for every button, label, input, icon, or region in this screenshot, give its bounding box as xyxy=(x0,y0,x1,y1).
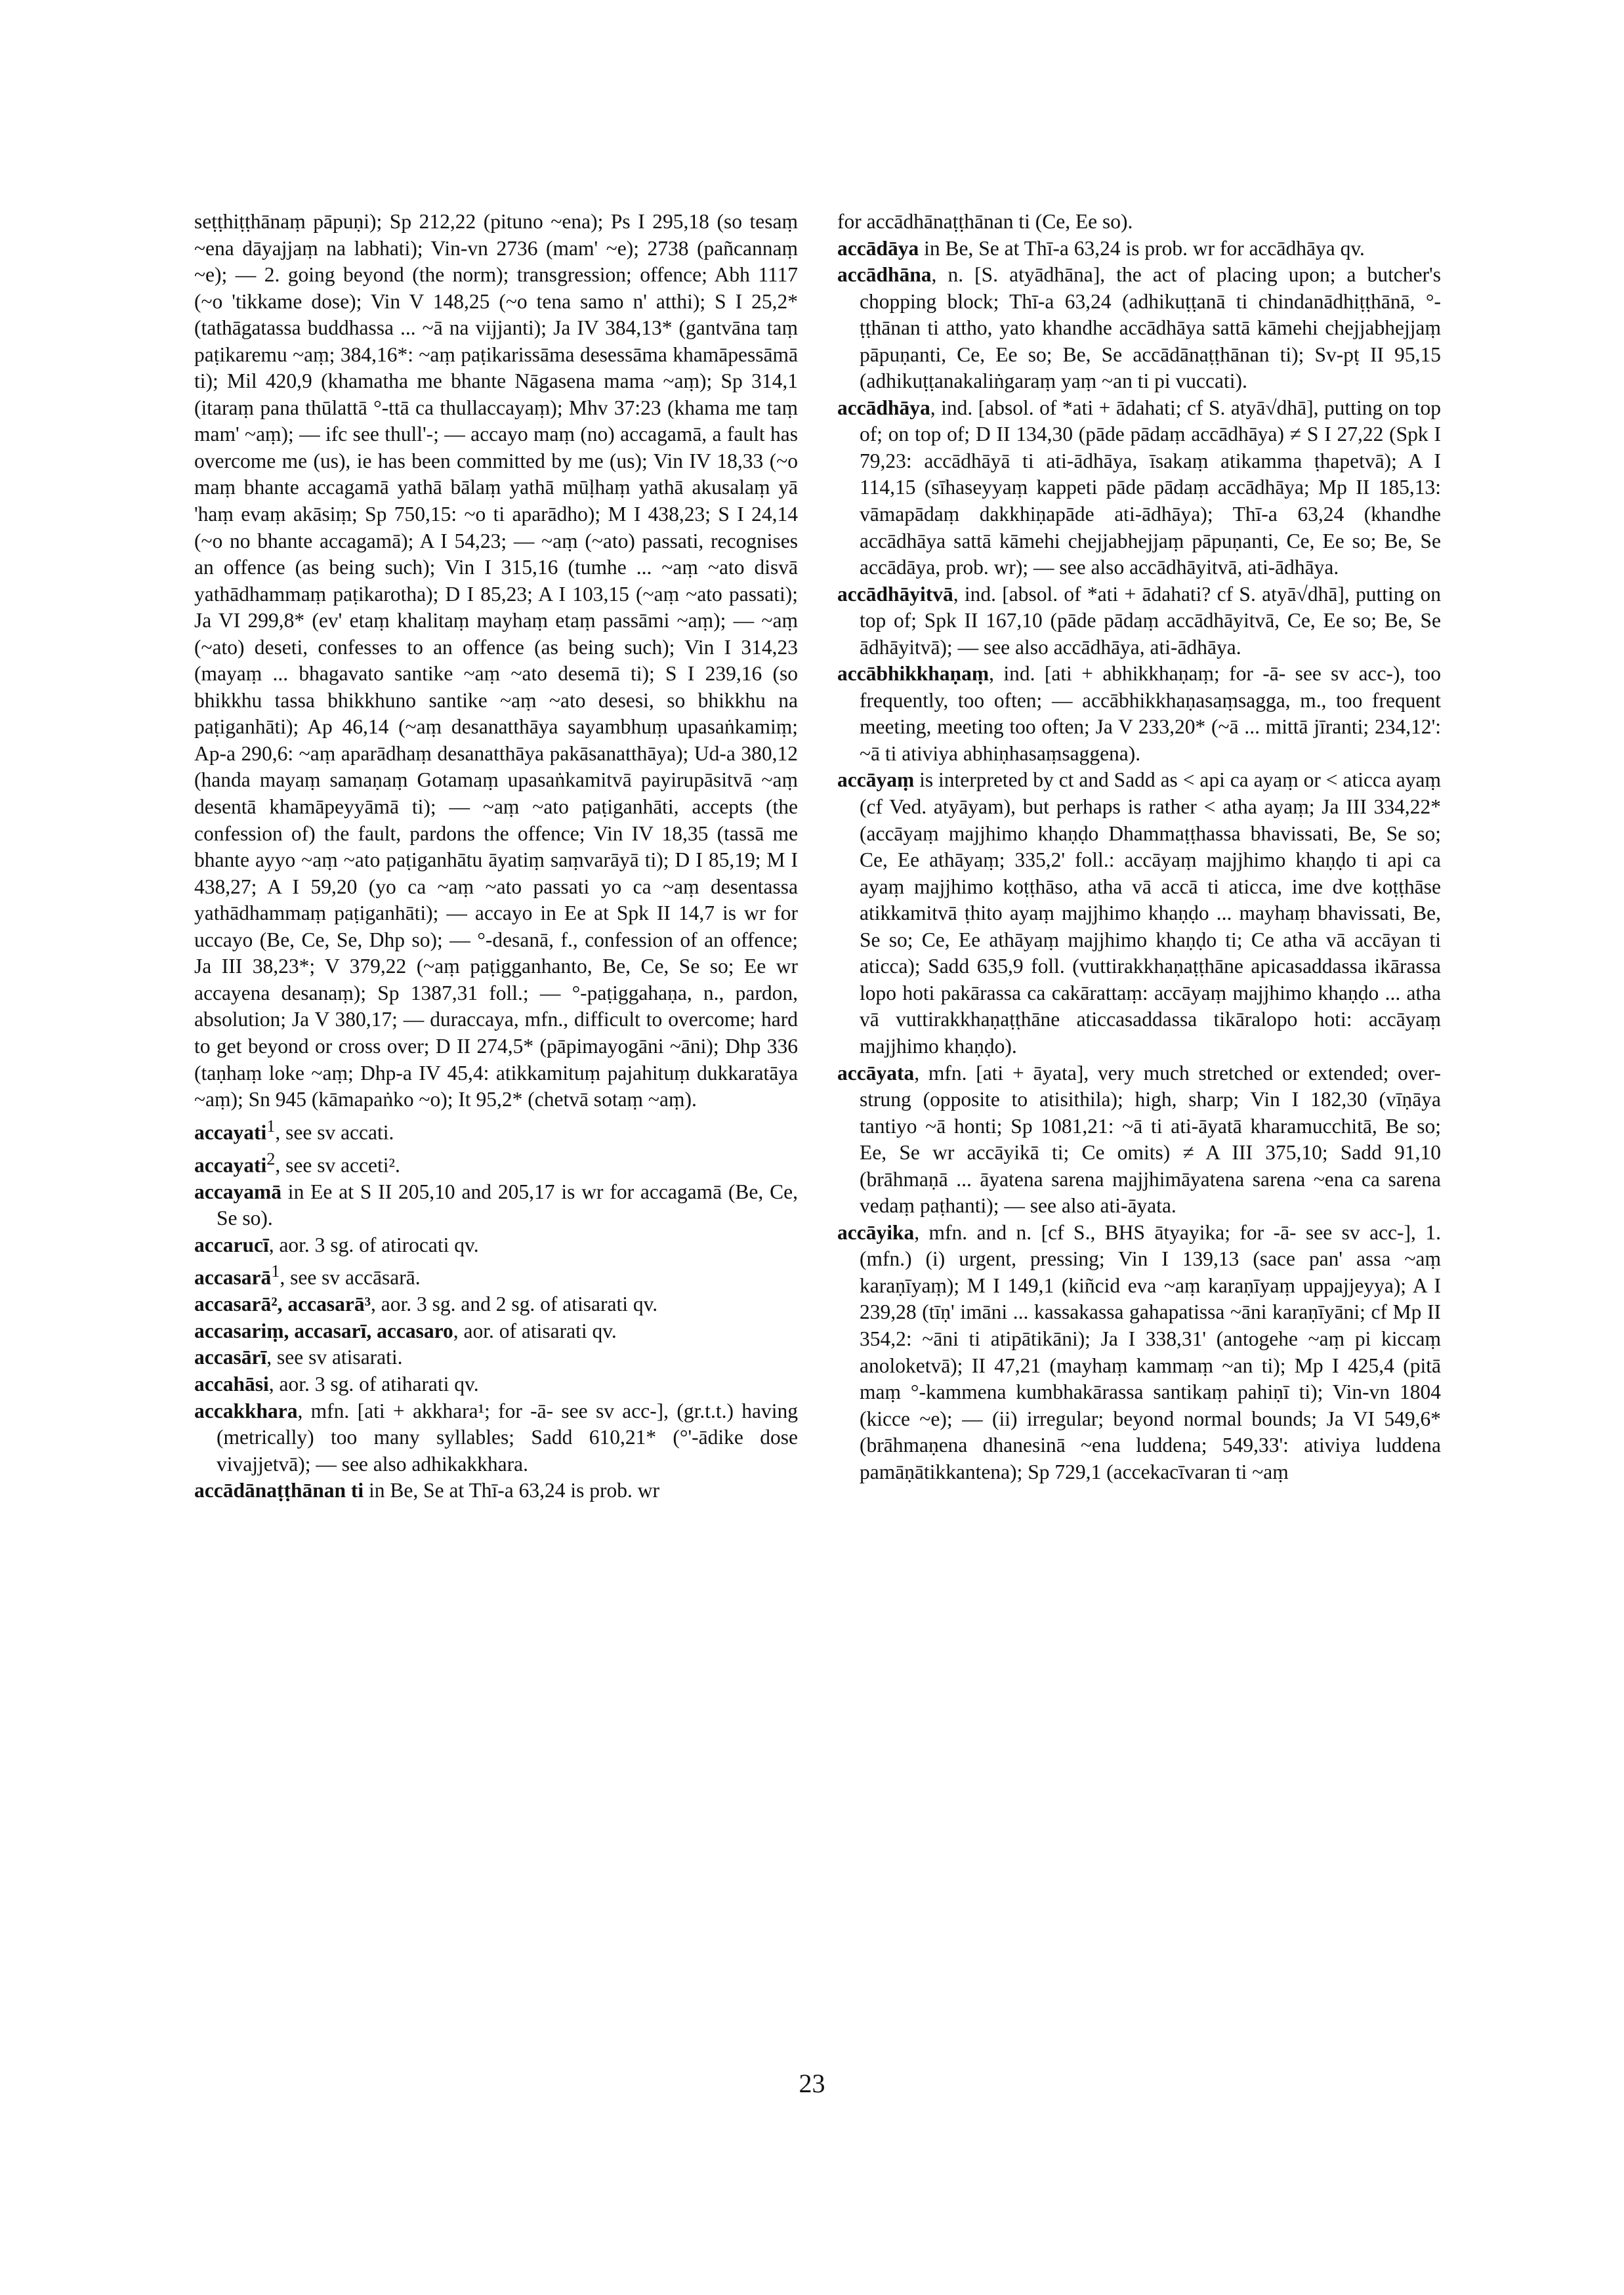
dictionary-entry xyxy=(194,1318,798,1345)
entry-headword: accasārī xyxy=(194,1346,267,1369)
entry-body: , see sv accati. xyxy=(275,1121,394,1144)
entry-headword: accarucī xyxy=(194,1233,269,1256)
entry-headword: accasarā xyxy=(194,1266,272,1289)
entry-headword: accādhāyitvā xyxy=(837,582,953,606)
entry-body: , mfn. and n. [cf S., BHS ātyayika; for -ā- see sv acc-], 1. (mfn.) (i) urgent, pressing; Vin I 139,13 (sace pan' assa ~aṃ karaṇīyaṃ); M I 149,1 (kiñcid eva ~aṃ karaṇīyaṃ uppajjeyya); A I 239,28 (tīṇ' imāni ... kassakassa gahapatissa ~āni karaṇīyāni; cf Mp II 354,2: ~āni ti atipātikāni); Ja I 338,31' (antogehe ~aṃ pi kiccaṃ anoloketvā); II 47,21 (mayhaṃ kammaṃ ~an ti); Mp I 425,4 (pitā maṃ °-kammena kumbhakārassa santikaṃ pahiṇī ti); Vin-vn 1804 (kicce ~e); — (ii) irregular; beyond normal bounds; Ja VI 549,6* (brāhmaṇena dhanesinā ~ena luddena; 549,33': ativiya luddena pamāṇātikkantena); Sp 729,1 (accekacīvaran ti ~aṃ xyxy=(860,1220,1441,1483)
dictionary-entry xyxy=(837,767,1441,1060)
headword-superscript: 1 xyxy=(271,1262,280,1281)
entry-body: in Be, Se at Thī-a 63,24 is prob. wr for accādhāya qv. xyxy=(919,236,1365,260)
dictionary-entry xyxy=(837,1060,1441,1220)
entry-body: , ind. [absol. of *ati + ādahati; cf S. atyā√dhā], putting on top of; on top of; D II 134,30 (pāde pādaṃ accādhāya) ≠ S I 27,22 (Spk I 79,23: accādhāyā ti ati-ādhāya, īsakaṃ atikamma ṭhapetvā); A I 114,15 (sīhaseyyaṃ kappeti pāde pādaṃ accādhāya; Mp II 185,13: vāmapādaṃ dakkhiṇapāde ati-ādhāya); Thī-a 63,24 (khandhe accādhāya sattā kāmehi chejjabhejjaṃ pāpuṇanti, Ce, Ee so; Be, Se accādāya, prob. wr); — see also accādhāyitvā, ati-ādhāya. xyxy=(860,396,1441,579)
entry-headword: accādāya xyxy=(837,236,919,260)
entry-headword: accasarā², accasarā³ xyxy=(194,1292,371,1316)
entry-body: , see sv accāsarā. xyxy=(280,1266,421,1289)
entry-headword: accādānaṭṭhānan ti xyxy=(194,1479,364,1502)
dictionary-entry xyxy=(194,1258,798,1291)
entry-body: is interpreted by ct and Sadd as < api ca ayaṃ or < aticca ayaṃ (cf Ved. atyāyam), but perhaps is rather < atha ayaṃ; Ja III 334,22* (accāyaṃ majjhimo khaṇḍo Dhammaṭṭhassa bhavissati, Be, Se so; Ce, Ee athāyaṃ; 335,2' foll.: accāyaṃ majjhimo khaṇḍo ti api ca ayaṃ majjhimo koṭṭhāso, atha vā accā ti aticca, ime dve koṭṭhāse atikkamitvā ṭhito ayaṃ majjhimo khaṇḍo ... mayhaṃ bhavissati, Be, Se so; Ce, Ee athāyaṃ majjhimo khaṇḍo ti; Ce atha vā accāyan ti aticca); Sadd 635,9 foll. (vuttirakkhaṇaṭṭhāne apicasaddassa ikārassa lopo hoti pakārassa ca cakārattaṃ: accāyaṃ majjhimo khaṇḍo ... atha vā vuttirakkhaṇaṭṭhāne aticcasaddassa tikāralopo hoti: accāyaṃ majjhimo khaṇḍo). xyxy=(860,768,1441,1058)
entry-body: , ind. [absol. of *ati + ādahati? cf S. atyā√dhā], putting on top of; Spk II 167,10 (pāde pādaṃ accādhāyitvā, Ce, Ee so; Be, Se ādhāyitvā); — see also accādhāya, ati-ādhāya. xyxy=(860,582,1441,659)
entry-headword: accādhāya xyxy=(837,396,930,419)
entry-headword: accasariṃ, accasarī, accasaro xyxy=(194,1319,453,1342)
entry-headword: accāyata xyxy=(837,1061,915,1085)
entry-headword: accābhikkhaṇaṃ xyxy=(837,662,989,686)
dictionary-entry xyxy=(194,1146,798,1179)
entry-headword: accāyika xyxy=(837,1220,915,1244)
entry-body: , aor. 3 sg. of atiharati qv. xyxy=(268,1373,479,1396)
dictionary-entry xyxy=(837,581,1441,661)
page-number: 23 xyxy=(799,2069,825,2098)
entry-headword: accāyaṃ xyxy=(837,768,915,792)
dictionary-entry xyxy=(837,236,1441,262)
dictionary-entry xyxy=(194,1113,798,1146)
entry-headword: accakkhara xyxy=(194,1399,298,1422)
left-column xyxy=(194,209,798,1504)
entry-headword: accādhāna xyxy=(837,263,932,287)
entry-body: , aor. 3 sg. and 2 sg. of atisarati qv. xyxy=(371,1292,658,1316)
dictionary-entry xyxy=(194,1371,798,1398)
dictionary-entry xyxy=(837,395,1441,581)
dictionary-entry xyxy=(837,661,1441,767)
dictionary-entry xyxy=(194,1291,798,1318)
dictionary-entry xyxy=(194,1232,798,1259)
entry-body: in Ee at S II 205,10 and 205,17 is wr for accagamā (Be, Ce, Se so). xyxy=(217,1180,798,1230)
entry-headword: accahāsi xyxy=(194,1373,269,1396)
dictionary-entry xyxy=(837,262,1441,395)
entry-body: , mfn. [ati + āyata], very much stretched or extended; over-strung (opposite to atisithila); high, sharp; Vin I 182,30 (vīṇāya tantiyo ~ā honti; Sp 1081,21: ~ā ti ati-āyatā kharamucchitā, Be so; Ee, Se wr accāyikā ti; Ce omits) ≠ A III 375,10; Sadd 91,10 (brāhmaṇā ... āyatena sarena majjhimāyatena sarena ~ena ca sarena vedaṃ paṭhanti); — see also ati-āyata. xyxy=(860,1061,1441,1218)
dictionary-entry xyxy=(837,1220,1441,1485)
dictionary-entry xyxy=(194,1478,798,1504)
entry-body: , aor. of atisarati qv. xyxy=(453,1319,617,1342)
continued-entry-text: for accādhānaṭṭhānan ti (Ce, Ee so). xyxy=(837,210,1133,233)
entry-body: , n. [S. atyādhāna], the act of placing upon; a butcher's chopping block; Thī-a 63,24 (adhikuṭṭanā ti chindanādhiṭṭhānā, °-ṭṭhānan ti attho, yato khandhe accādhāya sattā kāmehi chejjabhejjaṃ pāpuṇanti, Ce, Ee so; Be, Se accādānaṭṭhānan ti); Sv-pṭ II 95,15 (adhikuṭṭanakaliṅgaraṃ yaṃ ~an ti pi vuccati). xyxy=(860,263,1441,393)
headword-superscript: 1 xyxy=(266,1116,276,1136)
right-column xyxy=(837,209,1441,1485)
entry-body: in Be, Se at Thī-a 63,24 is prob. wr xyxy=(364,1479,660,1502)
entry-headword: accayati xyxy=(194,1153,267,1177)
headword-superscript: 2 xyxy=(266,1149,276,1168)
entry-body: , see sv atisarati. xyxy=(266,1346,403,1369)
entry-headword: accayati xyxy=(194,1121,267,1144)
entry-body: , mfn. [ati + akkhara¹; for -ā- see sv acc-], (gr.t.t.) having (metrically) too many syllables; Sadd 610,21* (°'-ādike dose vivajjetvā); — see also adhikakkhara. xyxy=(217,1399,798,1476)
entry-body: , see sv acceti². xyxy=(275,1153,400,1177)
continued-entry-text: seṭṭhiṭṭhānaṃ pāpuṇi); Sp 212,22 (pituno ~ena); Ps I 295,18 (so tesaṃ ~ena dāyajjaṃ na labhati); Vin-vn 2736 (mam' ~e); 2738 (pañcannaṃ ~e); — 2. going beyond (the norm); transgression; offence; Abh 1117 (~o 'tikkame dose); Vin V 148,25 (~o tena samo n' atthi); S I 25,2* (tathāgatassa buddhassa ... ~ā na vijjanti); Ja IV 384,13* (gantvāna taṃ paṭikaremu ~aṃ; 384,16*: ~aṃ paṭikarissāma desessāma khamāpessāmā ti); Mil 420,9 (khamatha me bhante Nāgasena mama ~aṃ); Sp 314,1 (itaraṃ pana thūlattā °-ttā ca thullaccayaṃ); Mhv 37:23 (khama me taṃ mam' ~aṃ); — ifc see thull'-; — accayo maṃ (no) accagamā, a fault has overcome me (us), ie has been committed by me (us); Vin IV 18,33 (~o maṃ bhante accagamā yathā bālaṃ yathā mūḷhaṃ yathā akusalaṃ yā 'haṃ evaṃ akāsiṃ; Sp 750,15: ~o ti aparādho); M I 438,23; S I 24,14 (~o no bhante accagamā); A I 54,23; — ~aṃ (~ato) passati, recognises an offence (as being such); Vin I 315,16 (tumhe ... ~aṃ ~ato disvā yathādhammaṃ paṭikarotha); D I 85,23; A I 103,15 (~aṃ ~ato passati); Ja VI 299,8* (ev' etaṃ khalitaṃ mayhaṃ etaṃ passāmi ~aṃ); — ~aṃ (~ato) deseti, confesses to an offence (as being such); Vin I 314,23 (mayaṃ ... bhagavato santike ~aṃ ~ato desemā ti); S I 239,16 (so bhikkhu tassa bhikkhuno santike ~aṃ ~ato desesi, so bhikkhu na paṭiganhāti); Ap 46,14 (~aṃ desanatthāya sayambhuṃ upasaṅkamiṃ; Ap-a 290,6: ~aṃ aparādhaṃ desanatthāya pakāsanatthāya); Ud-a 380,12 (handa mayaṃ samaṇaṃ Gotamaṃ upasaṅkamitvā payirupāsitvā ~aṃ desentā khamāpeyyāmā ti); — ~aṃ ~ato paṭiganhāti, accepts (the confession of) the fault, pardons the offence; Vin IV 18,35 (tassā me bhante ayyo ~aṃ ~ato paṭiganhātu āyatiṃ saṃvarāyā ti); D I 85,19; M I 438,27; A I 59,20 (yo ca ~aṃ ~ato passati yo ca ~aṃ desentassa yathādhammaṃ paṭiganhāti); — accayo in Ee at Spk II 14,7 is wr for uccayo (Be, Ce, Se, Dhp so); — °-desanā, f., confession of an offence; Ja III 38,23*; V 379,22 (~aṃ paṭigganhanto, Be, Ce, Se so; Ee wr accayena desanaṃ); Sp 1387,31 foll.; — °-paṭiggahaṇa, n., pardon, absolution; Ja V 380,17; — duraccaya, mfn., difficult to overcome; hard to get beyond or cross over; D II 274,5* (pāpimayogāni ~āni); Dhp 336 (taṇhaṃ loke ~aṃ; Dhp-a IV 45,4: atikkamituṃ pajahituṃ dukkaratāya ~aṃ); Sn 945 (kāmapaṅko ~o); It 95,2* (chetvā sotaṃ ~aṃ). xyxy=(194,210,798,1111)
dictionary-entry xyxy=(194,1179,798,1232)
entry-headword: accayamā xyxy=(194,1180,281,1203)
entry-body: , aor. 3 sg. of atirocati qv. xyxy=(268,1233,479,1256)
dictionary-entry xyxy=(194,1344,798,1371)
entry-body: , ind. [ati + abhikkhaṇaṃ; for -ā- see sv acc-), too frequently, too often; — accābhikkhaṇasaṃsagga, m., too frequent meeting, meeting too often; Ja V 233,20* (~ā ... mittā jīranti; 234,12': ~ā ti ativiya abhiṇhasaṃsaggena). xyxy=(860,662,1441,765)
dictionary-entry xyxy=(194,1398,798,1478)
